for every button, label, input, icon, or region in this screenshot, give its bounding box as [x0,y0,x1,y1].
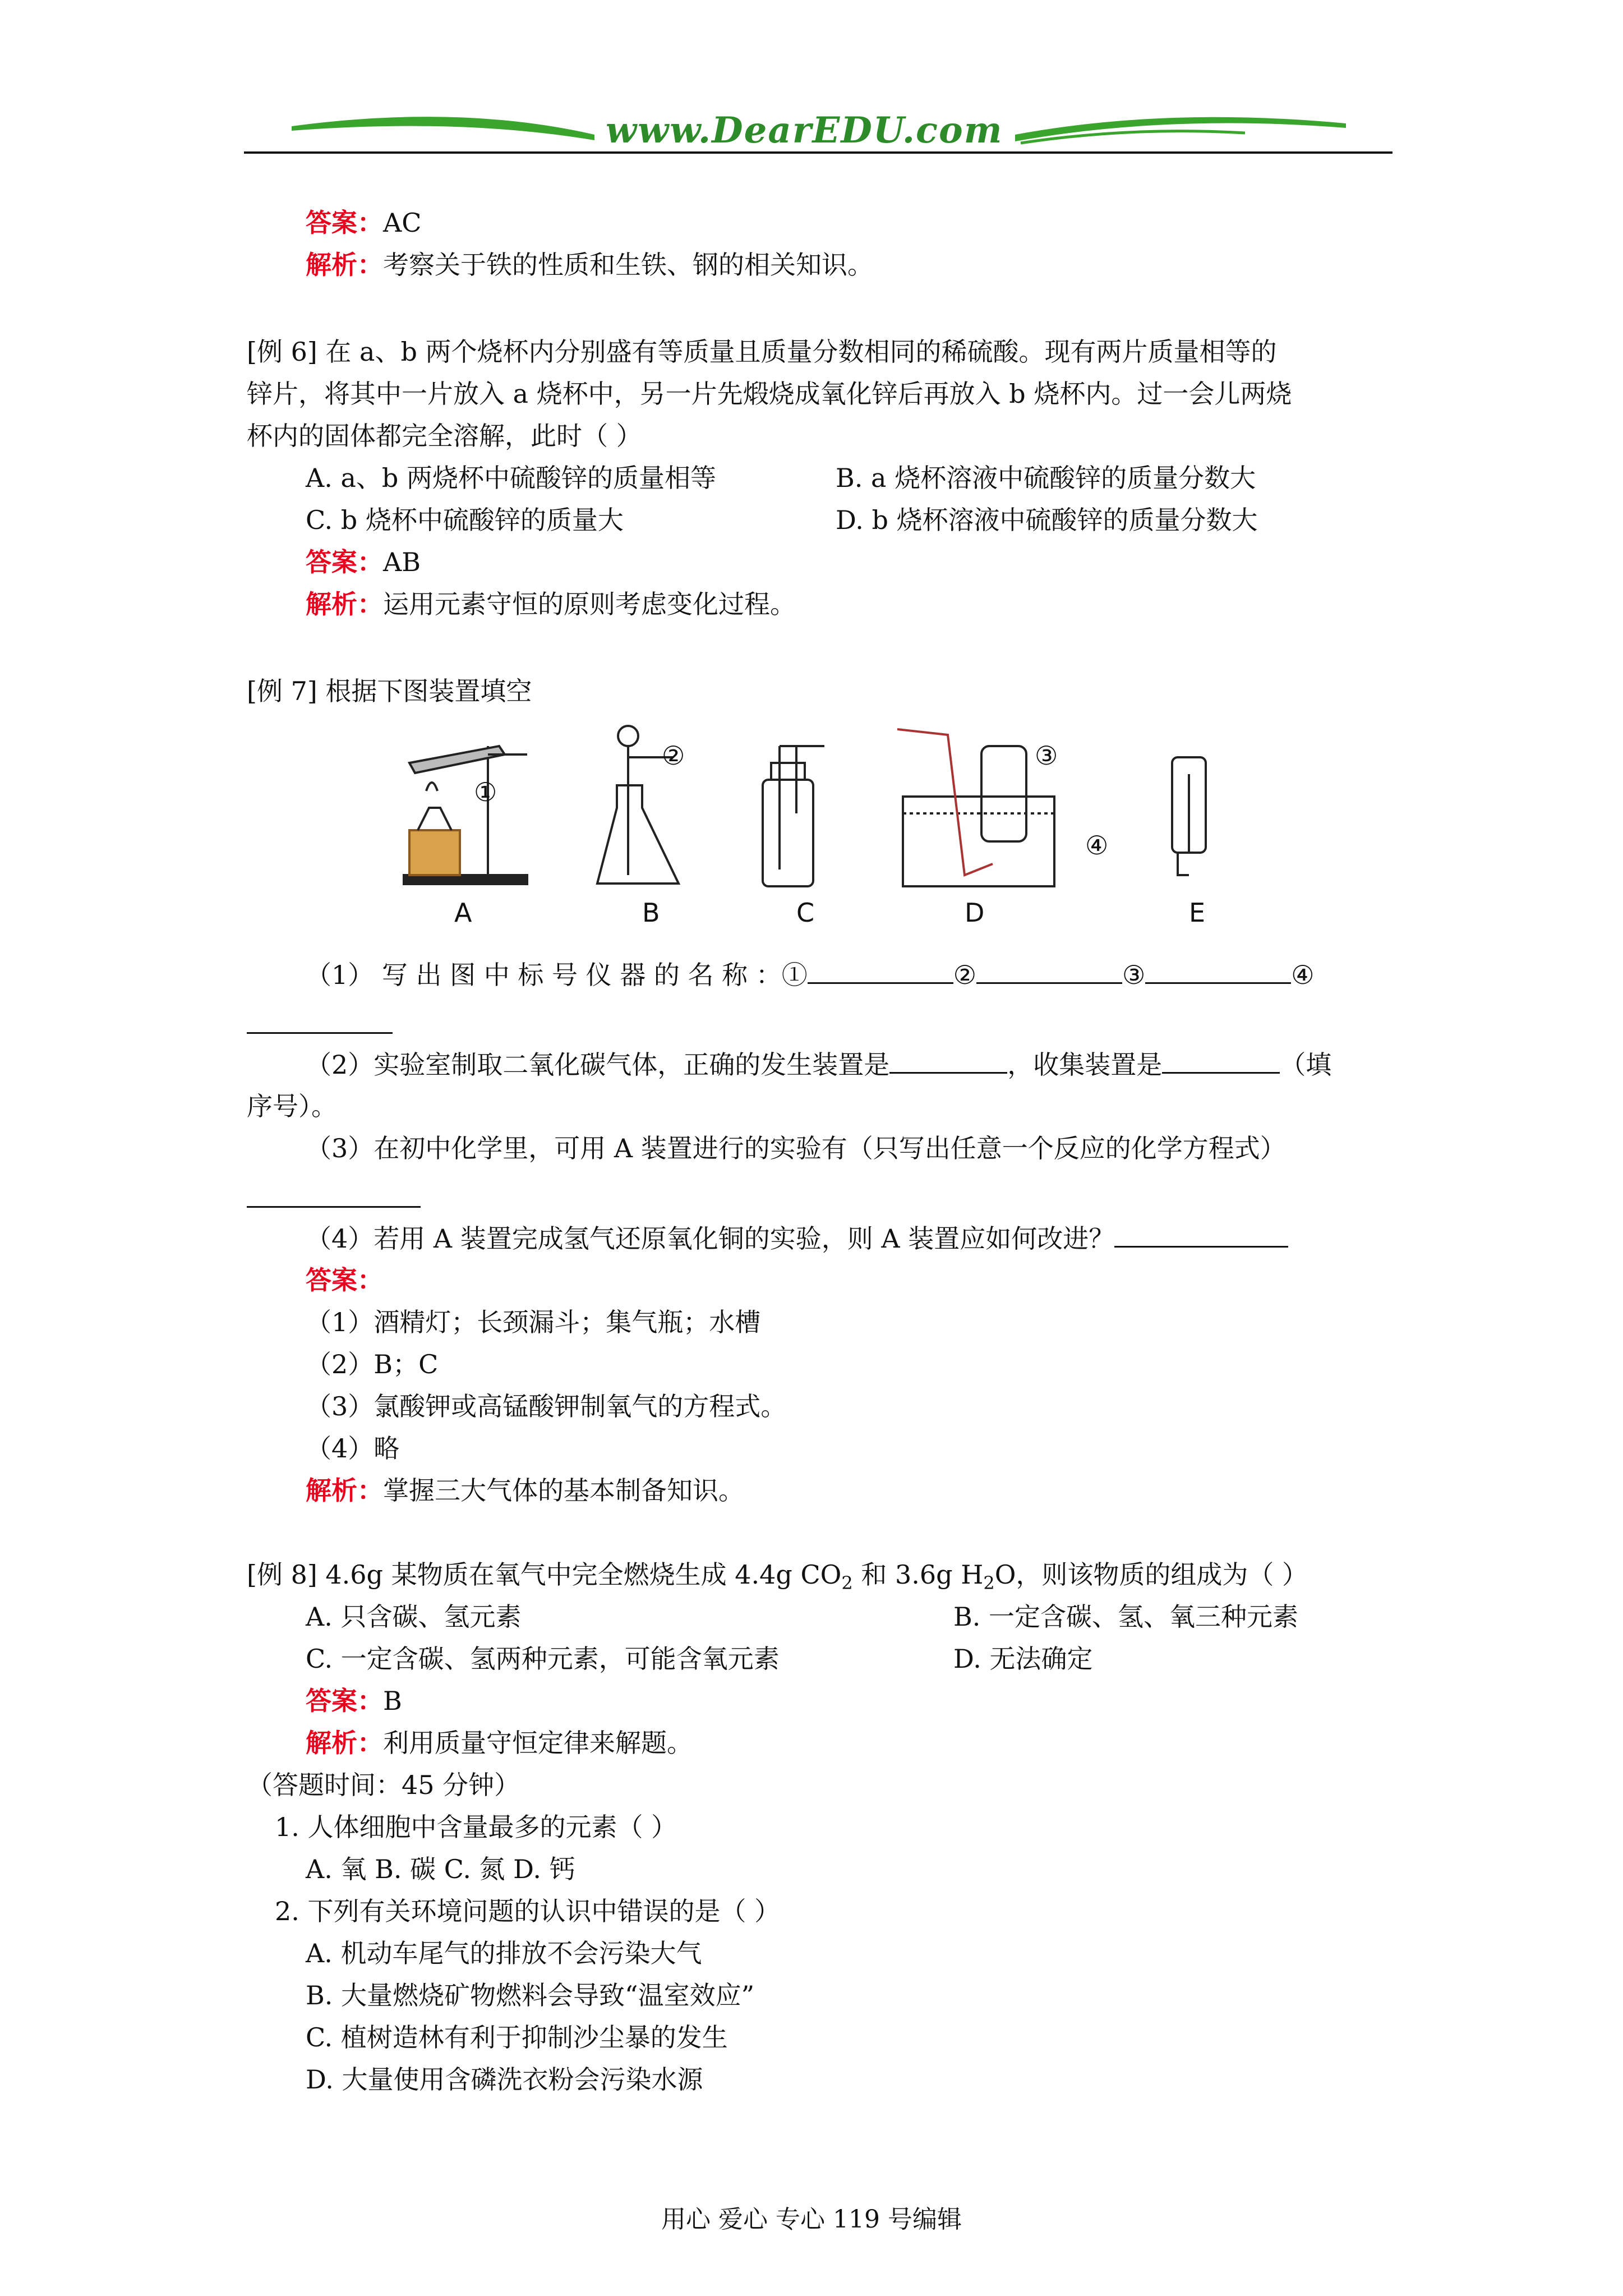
ex7-a2: （2）B；C [306,1349,439,1379]
time-note: （答题时间：45 分钟） [247,1770,520,1800]
label-num-4: ④ [1085,830,1109,861]
q2-text-a: （2）实验室制取二氧化碳气体，正确的发生装置是 [306,1050,890,1080]
answer-value: B [383,1686,402,1716]
q1-options: A. 氧 B. 碳 C. 氮 D. 钙 [306,1854,575,1884]
answer-line [306,205,421,241]
ex8-stem [247,1557,1308,1601]
ex8-mid: 和 3.6g H [852,1559,984,1590]
analysis-line [306,247,873,283]
ex7-a3: （3）氯酸钾或高锰酸钾制氧气的方程式。 [306,1391,787,1421]
blank-q4[interactable] [1114,1220,1288,1248]
q2-stem: 2. 下列有关环境问题的认识中错误的是（ ） [275,1896,781,1926]
blank-2[interactable] [976,956,1122,984]
answer-label: 答案： [306,547,383,577]
ex8-answer [306,1683,402,1719]
q1-num4: ④ [1291,960,1315,990]
ex8-option-c: C. 一定含碳、氢两种元素，可能含氧元素 [306,1644,780,1674]
q2-text-b: ，收集装置是 [1007,1050,1163,1080]
analysis-text: 利用质量守恒定律来解题。 [383,1728,693,1758]
analysis-text: 考察关于铁的性质和生铁、钢的相关知识。 [383,250,873,280]
label-num-1: ① [474,777,497,807]
apparatus-d-icon [897,729,1054,886]
label-b: B [642,898,660,928]
blank-q2-device[interactable] [889,1046,1007,1074]
analysis-text: 运用元素守恒的原则考虑变化过程。 [383,589,796,619]
answer-value: AB [383,547,421,577]
ex8-option-a: A. 只含碳、氢元素 [306,1602,522,1632]
blank-1[interactable] [808,956,953,984]
page-footer: 用心 爱心 专心 119 号编辑 [661,2205,962,2234]
label-num-3: ③ [1035,740,1058,771]
apparatus-figure [393,724,1234,937]
blank-q2-collect[interactable] [1162,1046,1280,1074]
q2-option-a: A. 机动车尾气的排放不会污染大气 [306,1938,702,1968]
ex8-post: O，则该物质的组成为（ ） [994,1559,1308,1590]
answer-label: 答案： [306,1686,383,1716]
ex7-answer-label [306,1262,383,1298]
blank-4[interactable] [247,1032,393,1034]
apparatus-a-icon [404,746,527,884]
label-d: D [965,898,985,928]
ex7-q4 [306,1220,1288,1257]
ex8-option-b: B. 一定含碳、氢、氧三种元素 [953,1602,1299,1632]
q1-num3: ③ [1122,960,1146,990]
ex6-option-a: A. a、b 两烧杯中硫酸锌的质量相等 [306,463,716,493]
header-logo [292,109,1346,154]
analysis-label: 解析： [306,589,383,619]
ex6-line1: [例 6] 在 a、b 两个烧杯内分别盛有等质量且质量分数相同的稀硫酸。现有两片质量相等的 [247,337,1277,367]
ex7-q2-cont: 序号）。 [247,1091,337,1121]
q1-num2: ② [953,960,976,990]
ex6-analysis [306,586,796,622]
blank-3[interactable] [1145,956,1291,984]
ex8-sub1: 2 [841,1572,853,1594]
ex8-sub2: 2 [983,1572,995,1594]
ex7-a1: （1）酒精灯；长颈漏斗；集气瓶；水槽 [306,1307,761,1337]
q2-option-c: C. 植树造林有利于抑制沙尘暴的发生 [306,2022,728,2053]
ex6-answer [306,544,421,580]
ex7-q1 [306,956,1314,993]
ex8-pre: [例 8] 4.6g 某物质在氧气中完全燃烧生成 4.4g CO [247,1559,842,1590]
blank-q3[interactable] [247,1206,421,1208]
header-rule [244,151,1393,154]
apparatus-c-icon [763,746,824,886]
label-c: C [796,898,815,928]
ex6-option-b: B. a 烧杯溶液中硫酸锌的质量分数大 [836,463,1256,493]
answer-label: 答案： [306,1265,383,1295]
label-num-2: ② [662,740,685,771]
q1-stem: 1. 人体细胞中含量最多的元素（ ） [275,1812,677,1842]
analysis-label: 解析： [306,1475,383,1506]
ex8-analysis [306,1725,693,1761]
analysis-label: 解析： [306,250,383,280]
analysis-text: 掌握三大气体的基本制备知识。 [383,1475,744,1506]
answer-label: 答案： [306,208,383,238]
ex6-line2: 锌片，将其中一片放入 a 烧杯中，另一片先煅烧成氧化锌后再放入 b 烧杯内。过一会儿两烧 [247,379,1292,409]
ex7-a4: （4）略 [306,1433,400,1464]
ex6-option-d: D. b 烧杯溶液中硫酸锌的质量分数大 [836,505,1258,535]
ex6-line3: 杯内的固体都完全溶解，此时（ ） [247,421,642,451]
ex7-analysis [306,1473,744,1508]
ex7-q2 [306,1046,1331,1083]
q4-text: （4）若用 A 装置完成氢气还原氧化铜的实验，则 A 装置应如何改进？ [306,1223,1115,1254]
q2-option-d: D. 大量使用含磷洗衣粉会污染水源 [306,2064,703,2095]
analysis-label: 解析： [306,1728,383,1758]
answer-value: AC [383,208,422,238]
q2-option-b: B. 大量燃烧矿物燃料会导致“温室效应” [306,1980,755,2010]
logo-text: www.DearEDU.com [606,109,1003,151]
label-a: A [454,898,472,928]
ex7-q3: （3）在初中化学里，可用 A 装置进行的实验有（只写出任意一个反应的化学方程式） [306,1133,1286,1163]
q2-text-c: （填 [1280,1050,1332,1080]
label-e: E [1189,898,1206,928]
apparatus-e-icon [1172,757,1206,875]
ex8-option-d: D. 无法确定 [953,1644,1093,1674]
ex6-option-c: C. b 烧杯中硫酸锌的质量大 [306,505,624,535]
q1-text: （1） 写 出 图 中 标 号 仪 器 的 名 称 ：① [306,960,808,990]
ex7-title: [例 7] 根据下图装置填空 [247,676,532,706]
